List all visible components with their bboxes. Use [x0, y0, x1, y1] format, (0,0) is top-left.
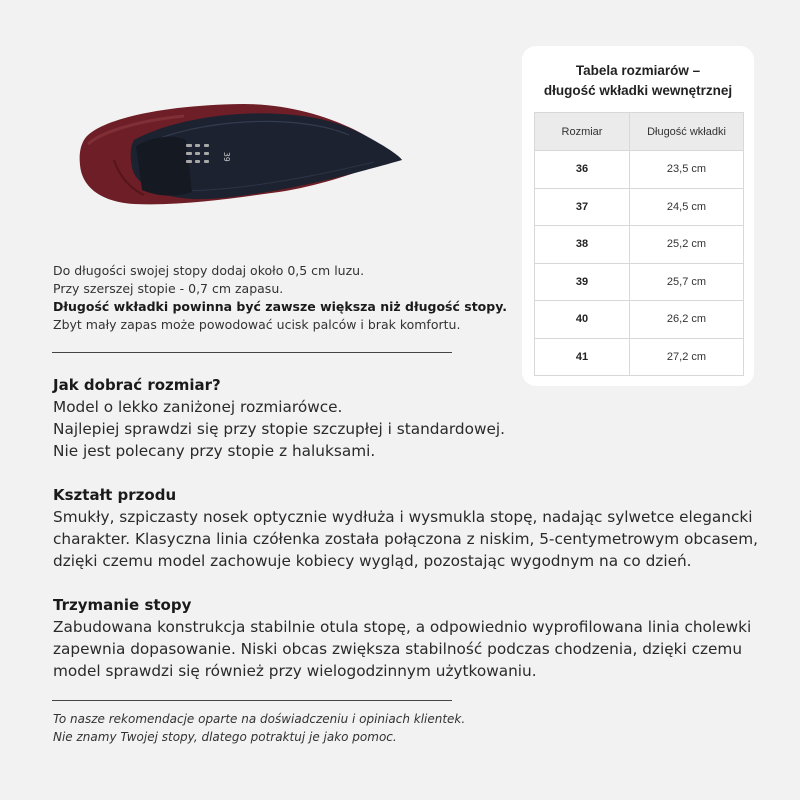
length-cell: 23,5 cm	[630, 151, 744, 189]
section-heading: Jak dobrać rozmiar?	[53, 376, 221, 394]
size-cell: 41	[535, 338, 630, 376]
header-length: Długość wkładki	[630, 113, 744, 151]
section-line: Model o lekko zaniżonej rozmiarówce.	[53, 398, 343, 416]
section-line: Zabudowana konstrukcja stabilnie otula stopę, a odpowiednio wyprofilowana linia cholewki	[53, 618, 752, 636]
fit-note-2: Przy szerszej stopie - 0,7 cm zapasu.	[53, 281, 284, 296]
length-cell: 26,2 cm	[630, 301, 744, 339]
header-size: Rozmiar	[535, 113, 630, 151]
length-cell: 25,2 cm	[630, 226, 744, 264]
table-row	[535, 188, 744, 226]
disclaimer-line-2: Nie znamy Twojej stopy, dlatego potraktuj je jako pomoc.	[53, 730, 397, 744]
size-cell: 36	[535, 151, 630, 189]
size-cell: 40	[535, 301, 630, 339]
section-line: Najlepiej sprawdzi się przy stopie szczupłej i standardowej.	[53, 420, 505, 438]
section-size-guide	[53, 374, 778, 462]
section-toe-shape	[53, 484, 778, 572]
length-cell: 27,2 cm	[630, 338, 744, 376]
disclaimer-line-1: To nasze rekomendacje oparte na doświadczeniu i opiniach klientek.	[53, 712, 466, 726]
section-line: zapewnia dopasowanie. Niski obcas zwiększa stabilność podczas chodzenia, dzięki czemu	[53, 640, 743, 658]
sole-size-mark: 39	[222, 152, 231, 162]
section-heading: Kształt przodu	[53, 486, 177, 504]
size-table-title-line-2: długość wkładki wewnętrznej	[543, 83, 733, 98]
section-line: charakter. Klasyczna linia czółenka została połączona z niskim, 5-centymetrowym obcasem,	[53, 530, 758, 548]
section-line: model sprawdzi się również przy wielogodzinnym użytkowaniu.	[53, 662, 537, 680]
table-row	[535, 301, 744, 339]
table-row	[535, 263, 744, 301]
fit-note-4: Zbyt mały zapas może powodować ucisk palców i brak komfortu.	[53, 317, 461, 332]
section-foot-hold	[53, 594, 778, 682]
table-header-row	[535, 113, 744, 151]
size-cell: 38	[535, 226, 630, 264]
section-heading: Trzymanie stopy	[53, 596, 192, 614]
table-row	[535, 151, 744, 189]
size-cell: 37	[535, 188, 630, 226]
section-line: dzięki czemu model zachowuje kobiecy wygląd, pozostając wygodnym na co dzień.	[53, 552, 692, 570]
fit-note-3: Długość wkładki powinna być zawsze większa niż długość stopy.	[53, 299, 507, 314]
length-cell: 25,7 cm	[630, 263, 744, 301]
table-row	[535, 338, 744, 376]
fit-note-1: Do długości swojej stopy dodaj około 0,5 cm luzu.	[53, 263, 365, 278]
section-line: Nie jest polecany przy stopie z haluksami.	[53, 442, 376, 460]
size-table-title-line-1: Tabela rozmiarów –	[575, 63, 701, 78]
section-line: Smukły, szpiczasty nosek optycznie wydłuża i wysmukla stopę, nadając sylwetce elegancki	[53, 508, 753, 526]
table-row	[535, 226, 744, 264]
shoe-sole-image	[74, 100, 404, 215]
size-table-card	[522, 46, 754, 386]
size-table	[534, 112, 744, 376]
size-table-title	[522, 61, 754, 101]
divider	[52, 352, 452, 353]
divider	[52, 700, 452, 701]
disclaimer	[53, 710, 465, 746]
size-cell: 39	[535, 263, 630, 301]
shoe-heel	[136, 137, 192, 196]
fit-notes	[53, 262, 523, 334]
length-cell: 24,5 cm	[630, 188, 744, 226]
